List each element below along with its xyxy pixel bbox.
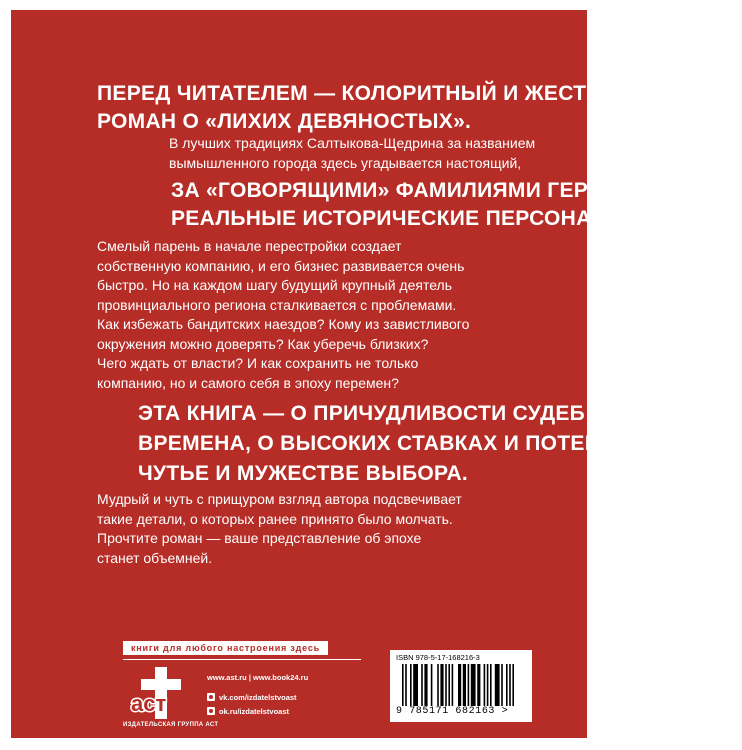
paragraph-plot (97, 237, 497, 393)
divider (123, 659, 361, 660)
barcode-bar (452, 664, 454, 706)
headline-characters (171, 177, 662, 233)
barcode-bar (405, 664, 407, 706)
barcode-bar (468, 664, 470, 706)
paragraph-line: вымышленного города здесь угадывается настоящий, (169, 154, 522, 171)
ok-icon (207, 707, 215, 715)
barcode-bar (431, 664, 433, 706)
barcode-bar (458, 664, 461, 706)
paragraph-line: Смелый парень в начале перестройки создает (97, 238, 402, 254)
paragraph-line: Мудрый и чуть с прищуром взгляд автора подсвечивает (97, 491, 462, 507)
barcode-bar (421, 664, 423, 706)
barcode-bar (512, 664, 514, 706)
barcode-bar (477, 664, 480, 706)
ast-logo-icon (125, 665, 193, 723)
headline-theme-line: ЭТА КНИГА — О ПРИЧУДЛИВОСТИ СУДЕБ В ТРУДНЫЕ (138, 402, 719, 425)
barcode-icon (402, 664, 522, 706)
ok-link-text: ok.ru/izdatelstvoast (219, 706, 290, 716)
paragraph-line: Чего ждать от власти? И как сохранить не только (97, 355, 419, 371)
publisher-name: ИЗДАТЕЛЬСКАЯ ГРУППА АСТ (123, 722, 219, 728)
barcode-bar (487, 664, 489, 706)
barcode-bar (440, 664, 443, 706)
vk-link-text: vk.com/izdatelstvoast (219, 692, 297, 702)
paragraph-line: В лучших традициях Салтыкова-Щедрина за названием (169, 135, 536, 151)
headline-intro-line: РОМАН О «ЛИХИХ ДЕВЯНОСТЫХ». (97, 110, 472, 133)
paragraph-tradition (169, 134, 569, 173)
barcode-bar (448, 664, 450, 706)
headline-theme-line: ВРЕМЕНА, О ВЫСОКИХ СТАВКАХ И ПОТЕРЯХ, О РИСКЕ, (138, 432, 742, 455)
paragraph-line: собственную компанию, и его бизнес развивается очень (97, 257, 465, 274)
paragraph-line: окружения можно доверять? Как уберечь близких? (97, 335, 429, 352)
barcode-bar (490, 664, 492, 706)
vk-icon (207, 693, 215, 701)
isbn-barcode-box (390, 650, 532, 722)
isbn-label: ISBN 978-5-17-168216-3 (396, 653, 480, 662)
barcode-bar (471, 664, 476, 706)
vk-link[interactable] (207, 690, 308, 704)
barcode-bar (437, 664, 439, 706)
barcode-bar (410, 664, 412, 706)
slogan-banner: книги для любого настроения здесь (123, 641, 328, 655)
barcode-bar (484, 664, 486, 706)
publisher-links (207, 670, 308, 718)
headline-characters-line: РЕАЛЬНЫЕ ИСТОРИЧЕСКИЕ ПЕРСОНАЖИ. (171, 207, 633, 230)
headline-theme (138, 399, 742, 489)
barcode-bar (445, 664, 447, 706)
headline-intro (97, 80, 631, 136)
ok-link[interactable] (207, 704, 308, 718)
paragraph-line: такие детали, о которых ранее принято было молчать. (97, 510, 453, 527)
headline-characters-line: ЗА «ГОВОРЯЩИМИ» ФАМИЛИЯМИ ГЕРОЕВ — (171, 179, 662, 202)
barcode-bar (501, 664, 503, 706)
book-back-cover (11, 10, 742, 738)
barcode-bar (495, 664, 500, 706)
barcode-bar (424, 664, 427, 706)
headline-intro-line: ПЕРЕД ЧИТАТЕЛЕМ — КОЛОРИТНЫЙ И ЖЕСТКИЙ (97, 82, 631, 105)
ean-digits: 9 785171 682163 > (396, 706, 509, 717)
paragraph-line: провинциального региона сталкивается с проблемами. (97, 296, 457, 313)
paragraph-line: Как избежать бандитских наездов? Кому из завистливого (97, 316, 470, 332)
barcode-bar (413, 664, 418, 706)
barcode-bar (506, 664, 508, 706)
paragraph-line: быстро. Но на каждом шагу будущий крупный деятель (97, 277, 452, 293)
barcode-bar (509, 664, 511, 706)
paragraph-line: станет объемней. (97, 549, 213, 566)
logo-text: аст (131, 691, 167, 716)
paragraph-line: компанию, но и самого себя в эпоху перемен? (97, 374, 399, 391)
headline-theme-line: ЧУТЬЕ И МУЖЕСТВЕ ВЫБОРА. (138, 462, 469, 485)
barcode-bar (463, 664, 466, 706)
paragraph-line: Прочтите роман — ваше представление об эпохе (97, 530, 422, 546)
barcode-bar (402, 664, 404, 706)
paragraph-author (97, 490, 517, 568)
website-links[interactable]: www.ast.ru | www.book24.ru (207, 672, 309, 682)
